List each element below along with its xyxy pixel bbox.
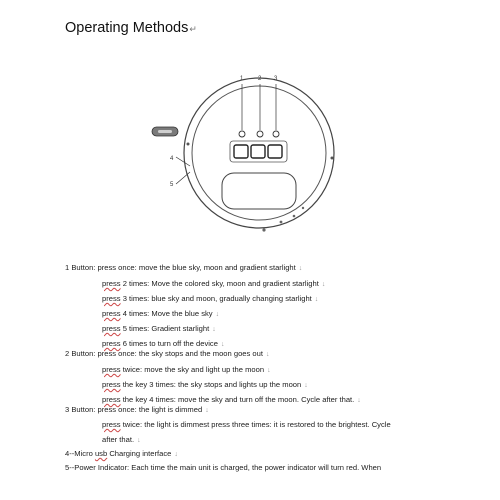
button-2-press-4: press the key 4 times: move the sky and turn off the moon. Cycle after that. ↓ bbox=[102, 395, 361, 404]
device-outer-ring bbox=[184, 78, 334, 228]
callout-5: 5 bbox=[170, 182, 174, 188]
device-panel bbox=[222, 173, 296, 209]
button-1-press-6: press 6 times to turn off the device ↓ bbox=[102, 339, 225, 348]
button-2-press-twice: press twice: move the sky and light up the moon ↓ bbox=[102, 365, 271, 374]
button-2-press-3: press the key 3 times: the sky stops and lights up the moon ↓ bbox=[102, 380, 308, 389]
device-inner-ring bbox=[192, 86, 326, 220]
callout-3: 3 bbox=[274, 76, 278, 82]
button-1-icon bbox=[239, 131, 245, 137]
callout-4: 4 bbox=[170, 156, 174, 162]
button-1-press-3: press 3 times: blue sky and moon, gradually changing starlight ↓ bbox=[102, 294, 319, 303]
button-1-press-4: press 4 times: Move the blue sky ↓ bbox=[102, 309, 220, 318]
button-3-cycle: after that. ↓ bbox=[102, 435, 141, 444]
button-3-press-twice: press twice: the light is dimmest press three times: it is restored to the brightest. Cycle bbox=[102, 420, 391, 429]
button-3-icon bbox=[273, 131, 279, 137]
item-4-line: 4--Micro usb Charging interface ↓ bbox=[65, 449, 178, 458]
item-5-line: 5--Power Indicator: Each time the main unit is charged, the power indicator will turn red. When bbox=[65, 463, 382, 472]
callout-1: 1 bbox=[240, 76, 244, 82]
button-3-line: 3 Button: press once: the light is dimmed ↓ bbox=[65, 405, 209, 414]
callout-2: 2 bbox=[258, 76, 262, 82]
key-1 bbox=[234, 145, 248, 158]
key-2 bbox=[251, 145, 265, 158]
button-1-line: 1 Button: press once: move the blue sky, moon and gradient starlight ↓ bbox=[65, 263, 303, 272]
key-3 bbox=[268, 145, 282, 158]
button-1-press-5: press 5 times: Gradient starlight ↓ bbox=[102, 324, 216, 333]
button-2-icon bbox=[257, 131, 263, 137]
button-2-line: 2 Button: press once: the sky stops and the moon goes out ↓ bbox=[65, 349, 270, 358]
button-1-press-2: press 2 times: Move the colored sky, moon and gradient starlight ↓ bbox=[102, 279, 326, 288]
page-title: Operating Methods↵ bbox=[65, 20, 197, 36]
